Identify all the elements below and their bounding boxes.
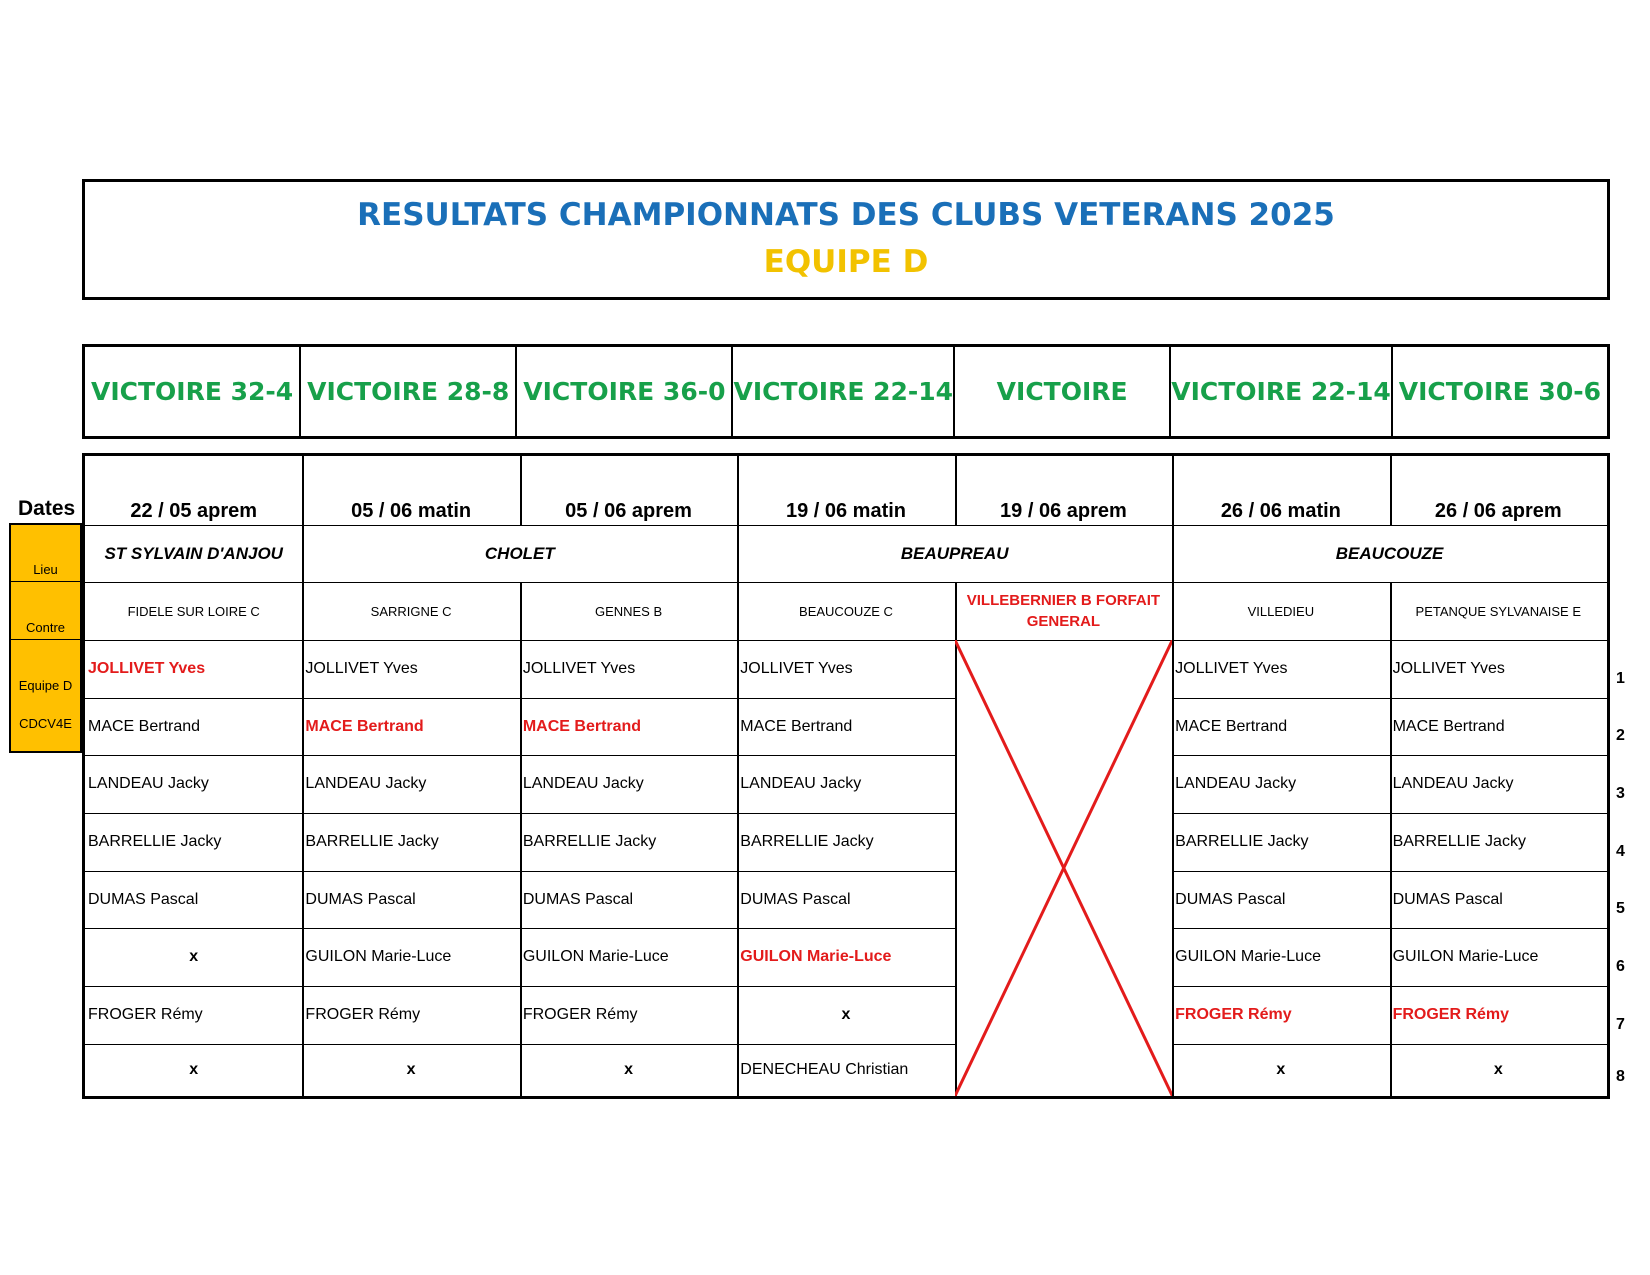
side-separator (11, 639, 80, 640)
equipe-label: Equipe D (18, 678, 73, 693)
side-separator (11, 581, 80, 582)
page-title: RESULTATS CHAMPIONNATS DES CLUBS VETERANS 2025 (357, 197, 1335, 233)
grid-vline (737, 456, 739, 1096)
row-number: 2 (1616, 727, 1625, 744)
player-name: DUMAS Pascal (740, 890, 851, 908)
opponent-cell: FIDELE SUR LOIRE C (127, 603, 260, 619)
empty-slot: x (189, 1061, 199, 1078)
player-name: MACE Bertrand (740, 717, 853, 735)
opponent-cell: SARRIGNE C (370, 603, 452, 619)
result-cell: VICTOIRE 22-14 (1169, 347, 1391, 436)
player-name: MACE Bertrand (522, 717, 642, 735)
player-name: GUILON Marie-Luce (1392, 948, 1539, 965)
lieu-cell: ST SYLVAIN D'ANJOU (104, 543, 283, 563)
player-name: LANDEAU Jacky (88, 775, 209, 792)
player-name: DUMAS Pascal (522, 890, 634, 908)
player-name: DUMAS Pascal (1175, 890, 1286, 908)
row-number: 6 (1616, 958, 1625, 975)
player-name: GUILON Marie-Luce (522, 948, 669, 965)
opponent-cell: GENNES B (594, 603, 663, 619)
date-cell: 26 / 06 matin (1220, 500, 1341, 522)
lieu-cell: CHOLET (484, 543, 555, 563)
player-name: GUILON Marie-Luce (740, 948, 892, 965)
player-name: DENECHEAU Christian (740, 1061, 909, 1078)
player-name: JOLLIVET Yves (305, 660, 418, 677)
player-name: MACE Bertrand (1175, 717, 1288, 735)
player-name: MACE Bertrand (1392, 717, 1505, 735)
player-name: LANDEAU Jacky (305, 775, 427, 792)
player-name: JOLLIVET Yves (88, 660, 206, 677)
date-cell: 05 / 06 aprem (565, 500, 692, 522)
date-cell: 26 / 06 aprem (1434, 500, 1562, 522)
opponent-cell: PETANQUE SYLVANAISE E (1415, 603, 1581, 619)
opponent-cell: BEAUCOUZE C (799, 603, 893, 619)
player-name: FROGER Rémy (305, 1006, 421, 1023)
player-name: LANDEAU Jacky (740, 775, 862, 792)
empty-slot: x (406, 1061, 416, 1078)
club-label: CDCV4E (19, 716, 72, 731)
player-name: FROGER Rémy (1175, 1006, 1292, 1023)
date-cell: 19 / 06 aprem (1000, 500, 1127, 522)
player-name: LANDEAU Jacky (1175, 775, 1297, 792)
result-cell: VICTOIRE 32-4 (90, 377, 294, 406)
grid-hline (85, 582, 1607, 583)
player-name: JOLLIVET Yves (1392, 660, 1505, 677)
player-name: JOLLIVET Yves (1175, 660, 1288, 677)
player-name: BARRELLIE Jacky (88, 833, 222, 850)
results-row (82, 344, 1610, 439)
player-name: LANDEAU Jacky (522, 775, 644, 792)
player-name: FROGER Rémy (88, 1006, 203, 1023)
date-cell: 05 / 06 matin (351, 500, 472, 522)
grid-vline (1390, 582, 1392, 1096)
player-name: DUMAS Pascal (1392, 890, 1503, 908)
player-name: FROGER Rémy (1392, 1006, 1510, 1023)
grid-vline (1390, 456, 1392, 525)
page-subtitle: EQUIPE D (763, 244, 929, 280)
row-number: 4 (1616, 843, 1625, 860)
player-name: FROGER Rémy (522, 1006, 638, 1023)
grid-hline (85, 640, 1607, 641)
lieu-label: Lieu (33, 562, 58, 577)
player-name: JOLLIVET Yves (740, 660, 853, 677)
grid-vline (520, 582, 522, 1096)
row-number: 3 (1616, 785, 1625, 802)
player-name: MACE Bertrand (305, 717, 424, 735)
lieu-cell: BEAUPREAU (900, 543, 1009, 563)
date-cell: 19 / 06 matin (785, 500, 907, 522)
empty-slot: x (1493, 1061, 1503, 1078)
player-name: DUMAS Pascal (305, 890, 416, 908)
player-name: JOLLIVET Yves (522, 660, 636, 677)
player-name: BARRELLIE Jacky (1392, 833, 1526, 850)
empty-slot: x (841, 1006, 851, 1023)
dates-label: Dates (18, 497, 76, 520)
opponent-cell: VILLEDIEU (1247, 603, 1315, 619)
row-number: 7 (1616, 1016, 1625, 1033)
forfait-cross-icon (955, 640, 1172, 1096)
result-cell: VICTOIRE (953, 347, 1169, 436)
result-cell: VICTOIRE 22-14 (731, 347, 953, 436)
date-cell: 22 / 05 aprem (130, 500, 258, 522)
grid-hline (85, 525, 1607, 526)
player-name: DUMAS Pascal (88, 890, 199, 908)
grid-vline (520, 456, 522, 525)
forfait-notice: VILLEBERNIER B FORFAIT GENERAL (966, 592, 1161, 630)
row-number: 5 (1616, 900, 1625, 917)
grid-vline (302, 456, 304, 1096)
empty-slot: x (624, 1061, 633, 1078)
result-cell: VICTOIRE 30-6 (1391, 347, 1607, 436)
player-name: GUILON Marie-Luce (305, 948, 452, 965)
empty-slot: x (189, 948, 199, 965)
player-name: BARRELLIE Jacky (522, 833, 657, 850)
contre-label: Contre (25, 620, 66, 635)
player-name: BARRELLIE Jacky (1175, 833, 1309, 850)
grid-vline (955, 456, 957, 525)
result-cell: VICTOIRE 28-8 (299, 347, 515, 436)
row-number: 1 (1616, 670, 1625, 687)
empty-slot: x (1276, 1061, 1286, 1078)
side-label-panel (9, 523, 82, 753)
player-name: BARRELLIE Jacky (740, 833, 874, 850)
title-box (82, 179, 1610, 300)
player-name: BARRELLIE Jacky (305, 833, 439, 850)
player-name: MACE Bertrand (88, 717, 201, 735)
row-number: 8 (1616, 1068, 1625, 1085)
lieu-cell: BEAUCOUZE (1335, 543, 1444, 563)
result-cell: VICTOIRE 36-0 (515, 347, 731, 436)
grid-vline (1172, 456, 1174, 1096)
player-name: GUILON Marie-Luce (1175, 948, 1321, 965)
results-grid (82, 453, 1610, 1099)
player-name: LANDEAU Jacky (1392, 775, 1514, 792)
